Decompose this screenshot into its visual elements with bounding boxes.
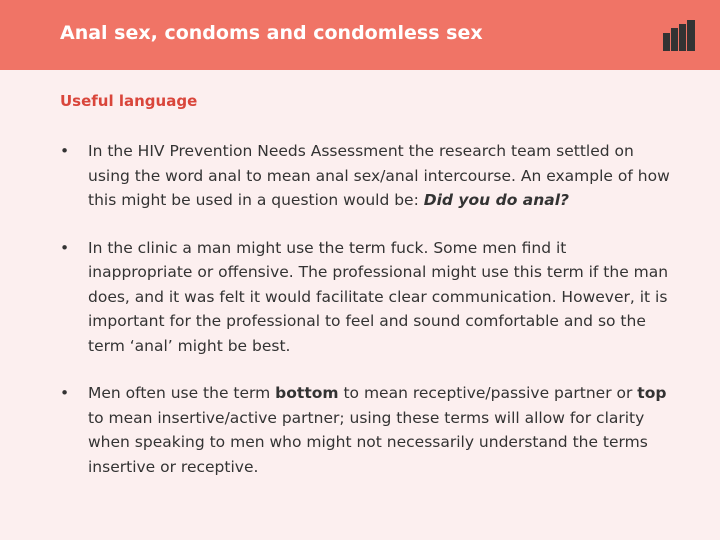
list-item: [60, 236, 670, 359]
page-title: Anal sex, condoms and condomless sex: [60, 22, 483, 44]
section-heading: Useful language: [60, 92, 198, 110]
bold-term-bottom: bottom: [275, 384, 339, 402]
bullet-icon: •: [60, 384, 70, 402]
list-item: [60, 139, 670, 213]
bullet-icon: •: [60, 142, 70, 160]
bullet-text: Men often use the term: [88, 384, 276, 402]
bullet-text: to mean insertive/active partner; using these terms will allow for clarity when speaking to men who might not necessarily understand the terms insertive or receptive.: [88, 408, 648, 476]
bullet-text: In the clinic a man might use the term fuck. Some men find it inappropriate or offensive. The professional might use this term if the man does, and it was felt it would facilitate clear communication. However, it is important for the professional to feel and sound comfortable and so the term ‘anal’ might be best.: [88, 238, 669, 355]
bullet-list: [60, 139, 670, 502]
bold-term-top: top: [637, 384, 667, 402]
bullet-text: In the HIV Prevention Needs Assessment the research team settled on using the word anal to mean anal sex/anal intercourse. An example of how this might be used in a question would be:: [88, 142, 670, 209]
list-item: [60, 381, 670, 479]
bar-chart-logo-icon: [663, 20, 695, 51]
bullet-icon: •: [60, 238, 70, 257]
header-bar: [0, 0, 720, 70]
bullet-emphasis: Did you do anal?: [423, 191, 570, 209]
bullet-text: to mean receptive/passive partner or: [338, 384, 638, 402]
